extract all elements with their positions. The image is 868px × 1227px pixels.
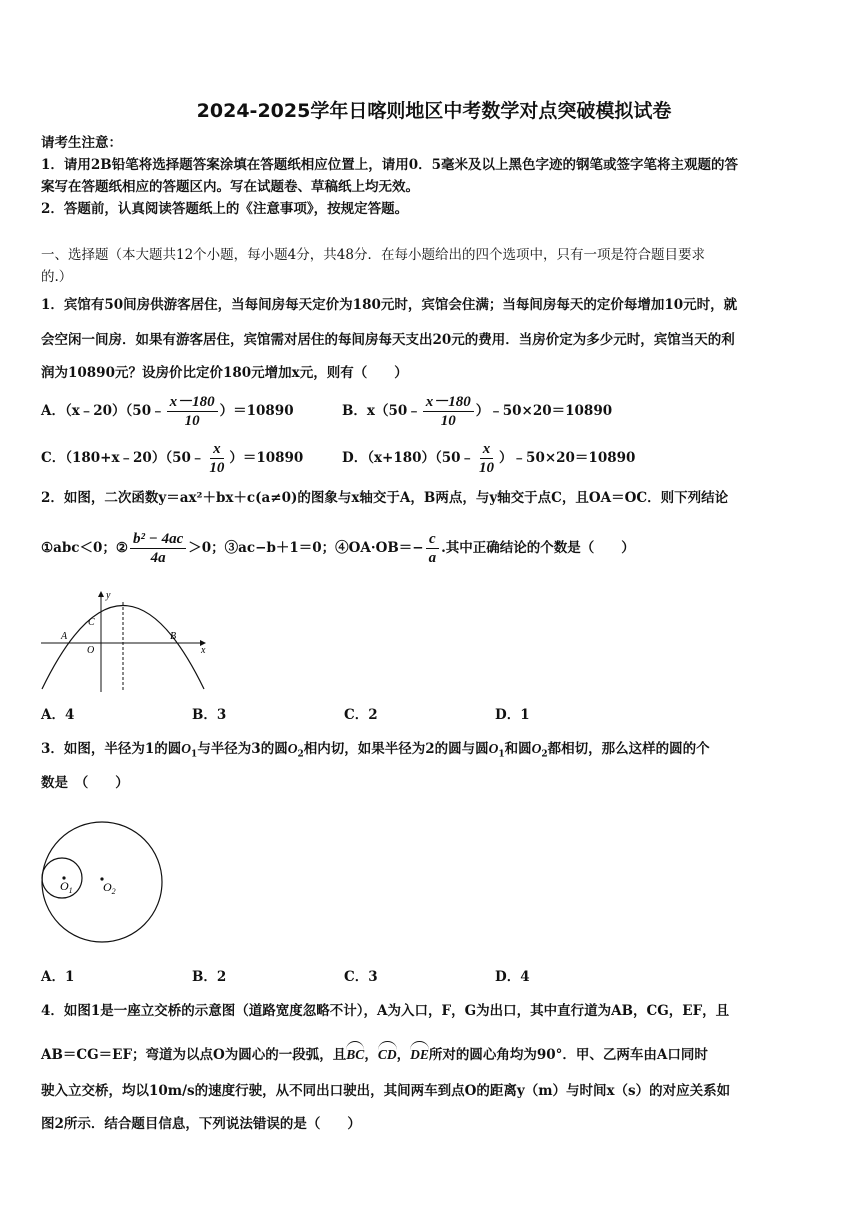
y-axis-label: y (106, 590, 111, 601)
notice-line-2: 2．答题前，认真阅读答题纸上的《注意事项》，按规定答题。 (41, 201, 409, 217)
center-o2-label: $O_2$ (103, 880, 116, 896)
notice-line-1: 1．请用2B铅笔将选择题答案涂填在答题纸相应位置上，请用0．5毫米及以上黑色字迹的钢笔或签字笔将主观题的答 (41, 157, 738, 173)
q3-circles-figure (38, 820, 168, 944)
origin-label: O (87, 645, 95, 656)
notice-heading: 请考生注意： (41, 135, 122, 151)
section-heading-line-1: 一、选择题（本大题共12个小题，每小题4分，共48分．在每小题给出的四个选项中，只有一项是符合题目要求 (41, 247, 705, 263)
q3-option-b: B．2 (192, 969, 227, 985)
q4-line-1: 4．如图1是一座立交桥的示意图（道路宽度忽略不计），A为入口，F，G为出口，其中直行道为AB，CG，EF，且 (41, 1003, 730, 1019)
q1-line-1: 1．宾馆有50间房供游客居住，当每间房每天定价为180元时，宾馆会住满；当每间房每天的定价每增加10元时，就 (41, 297, 738, 313)
q3-option-a: A．1 (41, 969, 75, 985)
q1-option-b: B．x（50﹣ $\frac{x-180}{10}$ ）﹣50×20＝10890 (342, 394, 613, 429)
q2-option-a: A．4 (41, 707, 75, 723)
q1-line-2: 会空闲一间房．如果有游客居住，宾馆需对居住的每间房每天支出20元的费用．当房价定为多少元时，宾馆当天的利 (41, 332, 735, 348)
q4-line-4: 图2所示．结合题目信息，下列说法错误的是（ ） (41, 1116, 361, 1132)
q2-line-2: ①abc＜0；② $\frac{\text{b² − 4ac}}{4a}$ ＞0；③ac−b＋1＝0；④OA·OB＝− $\frac{c}{a}$ .其中正确结论的个数是（ ） (41, 531, 635, 566)
point-b-label: B (170, 631, 177, 642)
q2-parabola-graph (38, 588, 210, 694)
x-axis-label: x (201, 645, 206, 656)
q2-option-d: D．1 (495, 707, 530, 723)
q3-line-1: 3．如图，半径为1的圆$O_1$与半径为3的圆$O_2$相内切，如果半径为2的圆与圆$O_1$和圆$O_2$都相切，那么这样的圆的个 (41, 741, 710, 760)
q3-line-2: 数是 （ ） (41, 775, 129, 791)
q4-line-2: AB＝CG＝EF；弯道为以点O为圆心的一段弧，且BC，CD，DE所对的圆心角均为90°．甲、乙两车由A口同时 (41, 1043, 708, 1064)
section-heading-line-2: 的.） (41, 269, 73, 285)
point-a-label: A (61, 631, 68, 642)
q2-option-b: B．3 (192, 707, 227, 723)
arc-de: DE (410, 1043, 429, 1064)
center-o1-label: $O_1$ (60, 879, 73, 895)
notice-line-1b: 案写在答题纸相应的答题区内。写在试题卷、草稿纸上均无效。 (41, 179, 419, 195)
arc-cd: CD (378, 1043, 397, 1064)
q3-option-c: C．3 (344, 969, 378, 985)
q1-line-3: 润为10890元？设房价比定价180元增加x元，则有（ ） (41, 365, 408, 381)
arc-bc: BC (346, 1043, 364, 1064)
q3-option-d: D．4 (495, 969, 530, 985)
q1-option-a: A．（x﹣20）（50﹣ $\frac{x-180}{10}$ ）＝10890 (41, 394, 294, 429)
q2-option-c: C．2 (344, 707, 378, 723)
q2-line-1: 2．如图，二次函数y＝ax²＋bx＋c(a≠0)的图象与x轴交于A，B两点，与y轴交于点C，且OA＝OC．则下列结论 (41, 490, 729, 506)
q1-option-c: C．（180+x﹣20）（50﹣ $\frac{x}{10}$ ）＝10890 (41, 441, 304, 476)
point-c-label: C (88, 617, 95, 628)
q1-option-d: D．（x+180）（50﹣ $\frac{x}{10}$ ）﹣50×20＝10890 (342, 441, 636, 476)
q4-line-3: 驶入立交桥，均以10m/s的速度行驶，从不同出口驶出，其间两车到点O的距离y（m）与时间x（s）的对应关系如 (41, 1083, 731, 1099)
page-title: 2024-2025学年日喀则地区中考数学对点突破模拟试卷 (196, 100, 672, 122)
y-axis-arrow (98, 591, 104, 597)
